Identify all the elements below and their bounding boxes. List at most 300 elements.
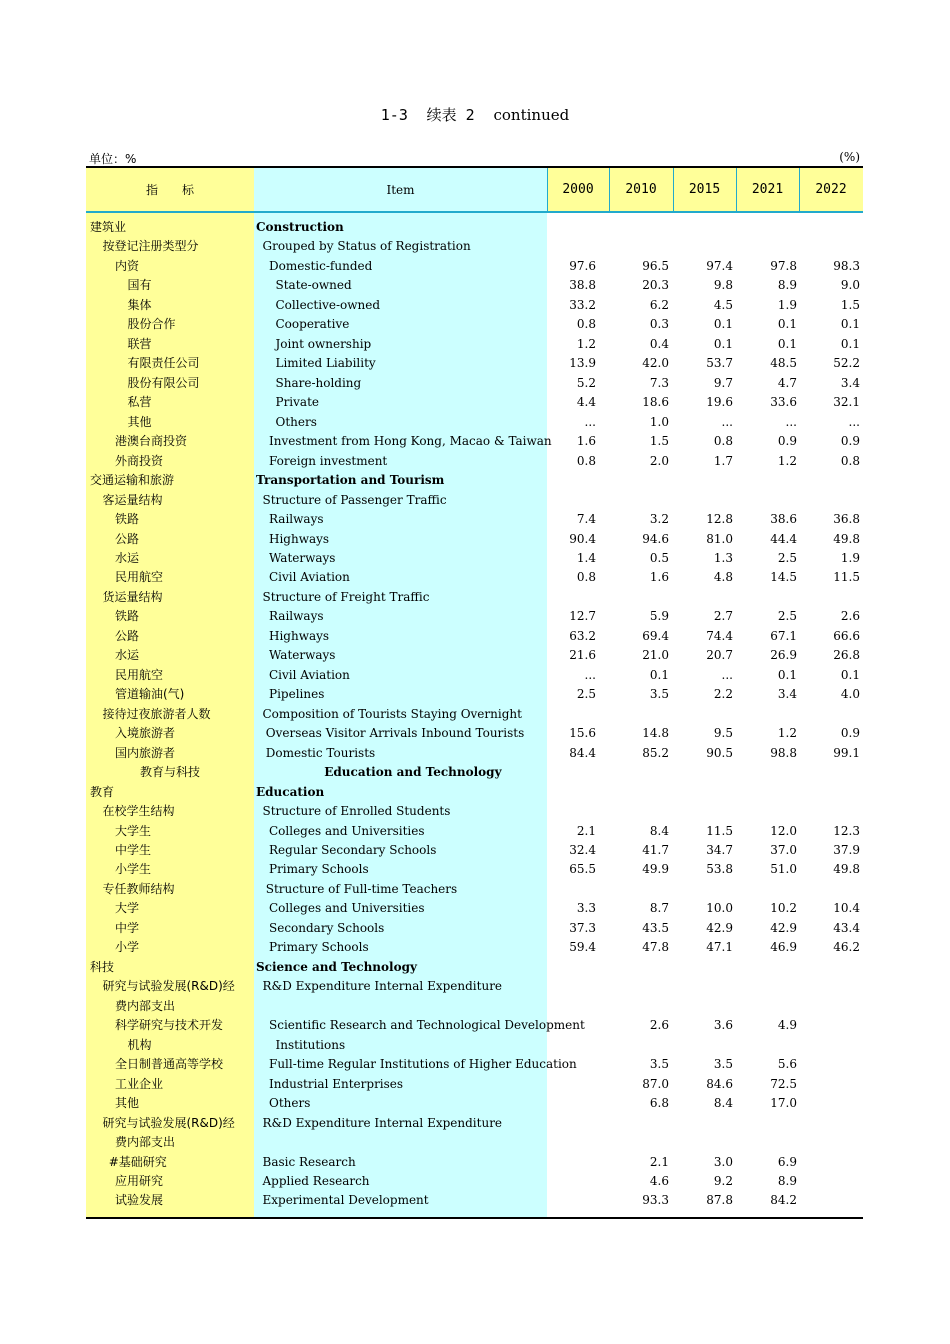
row-value-2010: 6.2 [649,297,669,312]
row-indicator-zh: 管道输油(气) [115,687,185,702]
table-row [86,315,863,334]
unit-label: 单位：% [89,152,137,166]
row-value-2021: 48.5 [770,356,797,371]
row-value-2010: 18.6 [642,395,669,410]
row-indicator-zh: 港澳台商投资 [115,434,188,449]
table-row [86,471,863,490]
row-value-2000: 0.8 [576,570,596,585]
row-value-2015: 3.0 [713,1154,733,1169]
table-row [86,724,863,743]
row-value-2022: 0.8 [840,453,860,468]
row-value-2021: 51.0 [770,862,797,877]
row-item-en: Composition of Tourists Staying Overnight [262,706,522,721]
table-row [86,860,863,879]
row-value-2015: 47.1 [706,940,733,955]
row-value-2022: 12.3 [833,823,860,838]
row-value-2010: 93.3 [642,1193,669,1208]
table-row [86,744,863,763]
table-row [86,685,863,704]
table-row [86,374,863,393]
row-value-2021: 14.5 [770,570,797,585]
row-value-2015: ... [721,667,733,682]
row-item-en: Railways [269,512,324,527]
row-value-2022: 0.1 [840,667,860,682]
row-indicator-zh: 铁路 [115,609,140,624]
row-value-2022: 49.8 [833,862,860,877]
row-value-2021: 8.9 [777,1173,797,1188]
row-value-2010: 0.4 [649,336,669,351]
table-row [86,899,863,918]
row-indicator-zh: 教育与科技 [140,765,201,780]
table-code: 1-3 [380,106,408,124]
row-value-2021: 46.9 [770,940,797,955]
header-year-2010: 2010 [625,182,657,197]
table-row [86,1036,863,1055]
row-value-2000: 97.6 [569,258,596,273]
row-indicator-zh: 铁路 [115,512,140,527]
row-indicator-zh: 研究与试验发展(R&D)经 [102,1115,235,1130]
row-value-2010: 69.4 [642,628,669,643]
row-value-2015: 9.5 [713,726,733,741]
table-row [86,977,863,996]
row-value-2000: 21.6 [569,648,596,663]
row-value-2015: 2.7 [713,609,733,624]
row-indicator-zh: 科技 [90,959,115,974]
table-row [86,257,863,276]
row-value-2015: 81.0 [706,531,733,546]
row-value-2010: 87.0 [642,1076,669,1091]
row-item-en: Civil Aviation [269,570,350,585]
header-year-2022: 2022 [815,182,847,197]
row-item-en: Domestic-funded [269,258,373,273]
table-row [86,354,863,373]
row-item-en: Applied Research [262,1173,370,1188]
row-value-2022: 9.0 [840,278,860,293]
row-value-2022: 49.8 [833,531,860,546]
row-value-2000: 5.2 [576,375,596,390]
row-value-2000: 4.4 [576,395,596,410]
row-value-2021: 10.2 [770,901,797,916]
row-value-2022: 2.6 [840,609,860,624]
row-value-2010: 0.5 [649,550,669,565]
row-indicator-zh: 大学 [115,901,140,916]
row-value-2000: 63.2 [569,628,596,643]
row-value-2010: 4.6 [649,1173,669,1188]
title-continued-en: continued [493,106,570,124]
row-value-2021: 44.4 [770,531,797,546]
row-value-2022: ... [848,414,860,429]
table-row [86,1172,863,1191]
table-row [86,1114,863,1133]
row-value-2022: 26.8 [833,648,860,663]
table-row [86,841,863,860]
row-value-2015: 10.0 [706,901,733,916]
row-item-en: Grouped by Status of Registration [262,239,471,254]
table-row [86,1075,863,1094]
table-row [86,218,863,237]
row-indicator-zh: 小学 [115,940,140,955]
row-value-2010: 0.1 [649,667,669,682]
row-indicator-zh: 外商投资 [115,453,164,468]
table-row [86,705,863,724]
row-indicator-zh: 按登记注册类型分 [102,239,199,254]
row-item-en: Private [275,395,320,410]
row-indicator-zh: 国有 [127,278,152,293]
table-row [86,530,863,549]
row-value-2010: 8.7 [649,901,669,916]
row-value-2022: 46.2 [833,940,860,955]
row-item-en: Cooperative [275,317,350,332]
table-row [86,1055,863,1074]
table-row [86,452,863,471]
row-value-2015: 9.7 [713,375,733,390]
row-item-en: Industrial Enterprises [269,1076,404,1091]
row-value-2021: 4.7 [777,375,797,390]
row-value-2022: 1.9 [840,550,860,565]
title-continued-zh: 续表 2 [426,106,475,124]
row-item-en: Structure of Freight Traffic [262,589,430,604]
row-indicator-zh: 水运 [115,550,140,565]
row-value-2021: 72.5 [770,1076,797,1091]
row-value-2010: 2.0 [649,453,669,468]
header-item-en: Item [386,183,415,197]
row-value-2010: 3.2 [649,512,669,527]
row-value-2021: 97.8 [770,258,797,273]
row-item-en: Foreign investment [269,453,388,468]
row-indicator-zh: 其他 [115,1096,140,1111]
row-value-2010: 3.5 [649,687,669,702]
table-row [86,393,863,412]
row-indicator-zh: 公路 [115,628,140,643]
table-row [86,568,863,587]
row-indicator-zh: 在校学生结构 [102,804,175,819]
row-value-2010: 0.3 [649,317,669,332]
row-value-2021: ... [785,414,797,429]
row-indicator-zh: 集体 [127,297,152,312]
row-indicator-zh: 大学生 [115,823,152,838]
row-item-en: Collective-owned [275,297,381,312]
row-item-en: Transportation and Tourism [256,473,445,488]
row-item-en: Others [269,1096,311,1111]
row-value-2010: 6.8 [649,1096,669,1111]
row-item-en: Basic Research [262,1154,356,1169]
row-value-2021: 1.2 [777,726,797,741]
row-value-2010: 2.6 [649,1018,669,1033]
row-value-2015: 12.8 [706,512,733,527]
row-item-en: Share-holding [275,375,362,390]
header-year-2021: 2021 [751,182,784,197]
table-row [86,510,863,529]
unit-label-right: (%) [839,150,860,164]
row-value-2015: 74.4 [706,628,733,643]
row-indicator-zh: 股份有限公司 [127,375,200,390]
table-bottom-rule [86,1217,863,1219]
row-indicator-zh: #基础研究 [108,1154,167,1169]
row-indicator-zh: 费内部支出 [115,1135,176,1150]
row-indicator-zh: 有限责任公司 [127,356,200,371]
table-row [86,958,863,977]
row-value-2021: 0.9 [777,434,797,449]
table-row [86,549,863,568]
row-item-en: Waterways [269,550,336,565]
table-row [86,783,863,802]
row-value-2021: 1.9 [777,297,797,312]
row-indicator-zh: 科学研究与技术开发 [115,1018,224,1033]
row-value-2010: 94.6 [642,531,669,546]
row-indicator-zh: 试验发展 [115,1193,164,1208]
row-item-en: Structure of Enrolled Students [262,804,451,819]
row-indicator-zh: 联营 [127,336,152,351]
row-value-2010: 8.4 [649,823,669,838]
row-indicator-zh: 全日制普通高等学校 [115,1057,224,1072]
row-item-en: Structure of Passenger Traffic [262,492,447,507]
row-value-2022: 4.0 [840,687,860,702]
row-item-en: Science and Technology [256,959,417,974]
row-value-2015: 0.1 [713,317,733,332]
row-item-en: Domestic Tourists [265,745,376,760]
row-item-en: Secondary Schools [269,920,385,935]
row-value-2022: 43.4 [833,920,860,935]
row-value-2000: 1.4 [576,550,596,565]
row-item-en: Pipelines [269,687,325,702]
header-indicator-zh: 指 标 [145,183,194,197]
row-value-2015: 11.5 [706,823,733,838]
row-value-2021: 0.1 [777,667,797,682]
row-item-en: State-owned [275,278,352,293]
row-value-2010: 14.8 [642,726,669,741]
row-value-2010: 7.3 [649,375,669,390]
table-row [86,822,863,841]
row-item-en: Construction [256,220,344,234]
table-body [86,218,863,1211]
table-title [0,104,950,125]
row-item-en: R&D Expenditure Internal Expenditure [262,979,503,994]
table-row [86,607,863,626]
row-value-2015: 42.9 [706,920,733,935]
row-value-2015: 53.8 [706,862,733,877]
row-value-2000: 2.5 [576,687,596,702]
row-value-2022: 32.1 [833,395,860,410]
row-value-2021: 42.9 [770,920,797,935]
row-value-2015: 34.7 [706,843,733,857]
row-item-en: Civil Aviation [269,667,350,682]
row-item-en: Waterways [269,648,336,663]
row-value-2015: 97.4 [706,258,733,273]
row-value-2010: 3.5 [649,1057,669,1072]
row-value-2000: 0.8 [576,453,596,468]
row-value-2021: 37.0 [770,843,797,857]
table-row [86,237,863,256]
row-value-2015: 4.8 [713,570,733,585]
row-value-2000: 84.4 [569,745,596,760]
table-row [86,627,863,646]
row-value-2010: 47.8 [642,940,669,955]
row-indicator-zh: 客运量结构 [102,492,163,507]
row-item-en: Structure of Full-time Teachers [265,881,458,896]
table-row [86,432,863,451]
row-value-2022: 52.2 [833,356,860,371]
row-value-2022: 99.1 [833,745,860,760]
row-value-2000: 37.3 [569,920,596,935]
row-value-2000: 13.9 [569,356,596,371]
row-value-2015: 0.1 [713,336,733,351]
row-value-2010: 1.0 [649,414,669,429]
row-value-2000: 3.3 [576,901,596,916]
row-value-2022: 10.4 [833,901,860,916]
table-row [86,763,863,782]
row-indicator-zh: 民用航空 [115,667,164,682]
row-indicator-zh: 交通运输和旅游 [90,473,175,488]
row-value-2021: 6.9 [777,1154,797,1169]
row-value-2015: 84.6 [706,1076,733,1091]
row-value-2021: 3.4 [777,687,797,702]
row-item-en: Limited Liability [275,356,376,371]
row-value-2021: 38.6 [770,512,797,527]
table-row [86,1191,863,1210]
row-value-2015: 53.7 [706,356,733,371]
row-value-2010: 20.3 [642,278,669,293]
row-value-2010: 1.6 [649,570,669,585]
row-value-2015: 3.6 [713,1018,733,1033]
row-value-2021: 1.2 [777,453,797,468]
row-value-2000: 1.6 [576,434,596,449]
table-row [86,997,863,1016]
row-indicator-zh: 货运量结构 [102,589,163,604]
row-value-2021: 12.0 [770,823,797,838]
row-indicator-zh: 应用研究 [115,1173,164,1188]
row-item-en: Highways [269,628,330,643]
row-value-2021: 5.6 [777,1057,797,1072]
row-indicator-zh: 教育 [90,784,115,799]
row-value-2010: 43.5 [642,920,669,935]
row-value-2021: 0.1 [777,336,797,351]
row-item-en: Joint ownership [275,336,372,351]
row-value-2022: 0.9 [840,434,860,449]
row-value-2015: 8.4 [713,1096,733,1111]
table-row [86,1153,863,1172]
row-indicator-zh: 小学生 [115,862,152,877]
row-value-2010: 2.1 [649,1154,669,1169]
row-value-2015: 9.2 [713,1173,733,1188]
row-value-2015: 9.8 [713,278,733,293]
table-row [86,646,863,665]
table-row [86,1133,863,1152]
row-value-2022: 37.9 [833,843,860,857]
row-indicator-zh: 工业企业 [115,1076,164,1091]
row-item-en: Others [275,414,317,429]
row-value-2022: 36.8 [833,512,860,527]
row-indicator-zh: 研究与试验发展(R&D)经 [102,979,235,994]
row-item-en: Institutions [275,1037,346,1052]
row-value-2000: 1.2 [576,336,596,351]
row-value-2010: 85.2 [642,745,669,760]
header-year-2015: 2015 [688,182,721,197]
row-indicator-zh: 费内部支出 [115,998,176,1013]
row-value-2000: 2.1 [576,823,596,838]
row-value-2021: 17.0 [770,1096,797,1111]
row-item-en: Railways [269,609,324,624]
row-value-2010: 96.5 [642,258,669,273]
table-row [86,802,863,821]
row-value-2000: 33.2 [569,297,596,312]
row-value-2015: 3.5 [713,1057,733,1072]
table-row [86,938,863,957]
row-item-en: Colleges and Universities [269,901,425,916]
row-value-2010: 5.9 [649,609,669,624]
row-value-2022: 0.1 [840,336,860,351]
row-value-2022: 98.3 [833,258,860,273]
row-indicator-zh: 水运 [115,648,140,663]
table-row [86,919,863,938]
row-value-2022: 0.9 [840,726,860,741]
row-item-en: Colleges and Universities [269,823,425,838]
row-value-2021: 2.5 [777,550,797,565]
header-year-2000: 2000 [562,182,594,197]
row-value-2000: 59.4 [569,940,596,955]
row-item-en: Highways [269,531,330,546]
row-item-en: Full-time Regular Institutions of Higher Education [269,1057,577,1072]
row-indicator-zh: 中学生 [115,843,152,857]
row-value-2022: 0.1 [840,317,860,332]
row-indicator-zh: 中学 [115,920,140,935]
row-value-2010: 49.9 [642,862,669,877]
row-indicator-zh: 机构 [127,1037,152,1052]
row-indicator-zh: 接待过夜旅游者人数 [102,706,211,721]
row-value-2021: 2.5 [777,609,797,624]
row-indicator-zh: 内资 [115,258,140,273]
row-value-2015: 90.5 [706,745,733,760]
row-item-en: Education [256,784,325,799]
row-value-2015: 87.8 [706,1193,733,1208]
row-value-2010: 41.7 [642,843,669,857]
row-value-2021: 26.9 [770,648,797,663]
row-value-2021: 67.1 [770,628,797,643]
row-indicator-zh: 入境旅游者 [115,726,176,741]
row-value-2015: 19.6 [706,395,733,410]
row-value-2010: 42.0 [642,356,669,371]
row-value-2021: 98.8 [770,745,797,760]
row-value-2015: 1.7 [713,453,733,468]
row-value-2000: 7.4 [576,512,596,527]
row-item-en: Investment from Hong Kong, Macao & Taiwan [269,434,552,449]
row-indicator-zh: 民用航空 [115,570,164,585]
row-value-2010: 1.5 [649,434,669,449]
row-item-en: Primary Schools [269,862,369,877]
table-row [86,588,863,607]
row-item-en: Education and Technology [324,765,502,780]
row-item-en: Experimental Development [262,1193,429,1208]
row-value-2000: 0.8 [576,317,596,332]
row-value-2021: 4.9 [777,1018,797,1033]
row-item-en: Regular Secondary Schools [269,843,437,857]
row-value-2000: 15.6 [569,726,596,741]
row-value-2000: ... [584,414,596,429]
row-value-2015: 4.5 [713,297,733,312]
row-item-en: Scientific Research and Technological Development [269,1018,585,1033]
row-value-2015: 20.7 [706,648,733,663]
table-row [86,491,863,510]
row-value-2015: 2.2 [713,687,733,702]
row-value-2021: 0.1 [777,317,797,332]
table-row [86,296,863,315]
row-value-2021: 33.6 [770,395,797,410]
row-value-2021: 84.2 [770,1193,797,1208]
row-value-2000: 90.4 [569,531,596,546]
row-value-2000: ... [584,667,596,682]
row-value-2021: 8.9 [777,278,797,293]
row-value-2015: 0.8 [713,434,733,449]
table-row [86,413,863,432]
